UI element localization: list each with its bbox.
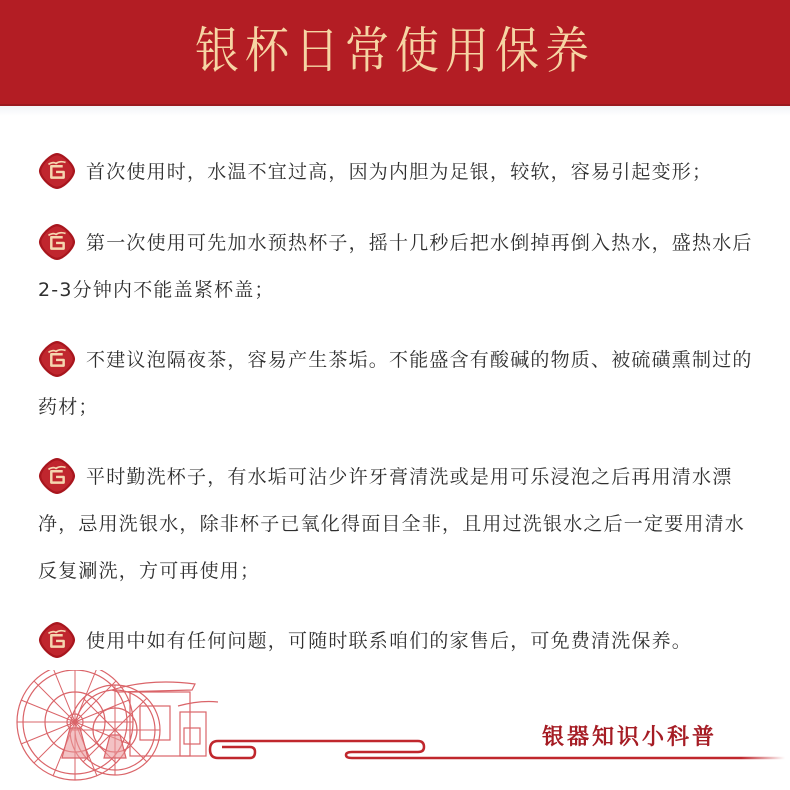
tip-text: 不建议泡隔夜茶，容易产生茶垢。不能盛含有酸碱的物质、被硫磺熏制过的药材； [38,349,753,418]
tip-text: 使用中如有任何问题，可随时联系咱们的家售后，可免费清洗保养。 [86,630,693,652]
header-shadow [0,106,790,116]
page-title: 银杯日常使用保养 [195,22,595,81]
tip-text: 平时勤洗杯子，有水垢可沾少许牙膏清洗或是用可乐浸泡之后再用清水漂净，忌用洗银水，除非杯子已氧化得面目全非，且用过洗银水之后一定要用清水反复涮洗，方可再使用； [38,466,746,582]
brand-badge-icon [38,457,76,495]
brand-badge-icon [38,621,76,659]
tip-item [38,220,758,314]
tip-text: 首次使用时，水温不宜过高，因为内胆为足银，较软，容易引起变形； [86,161,713,183]
brand-badge-icon [38,152,76,190]
tip-text: 第一次使用可先加水预热杯子，摇十几秒后把水倒掉再倒入热水，盛热水后2-3分钟内不能盖紧杯盖； [38,232,753,301]
tip-item [38,454,758,595]
waterwheel-illustration [17,670,218,780]
footer-title: 银器知识小科普 [538,720,721,751]
tip-item [38,149,758,196]
tip-item [38,337,758,431]
brand-badge-icon [38,223,76,261]
cloud-swirl-decoration [210,741,418,758]
tip-item [38,618,758,665]
brand-badge-icon [38,340,76,378]
